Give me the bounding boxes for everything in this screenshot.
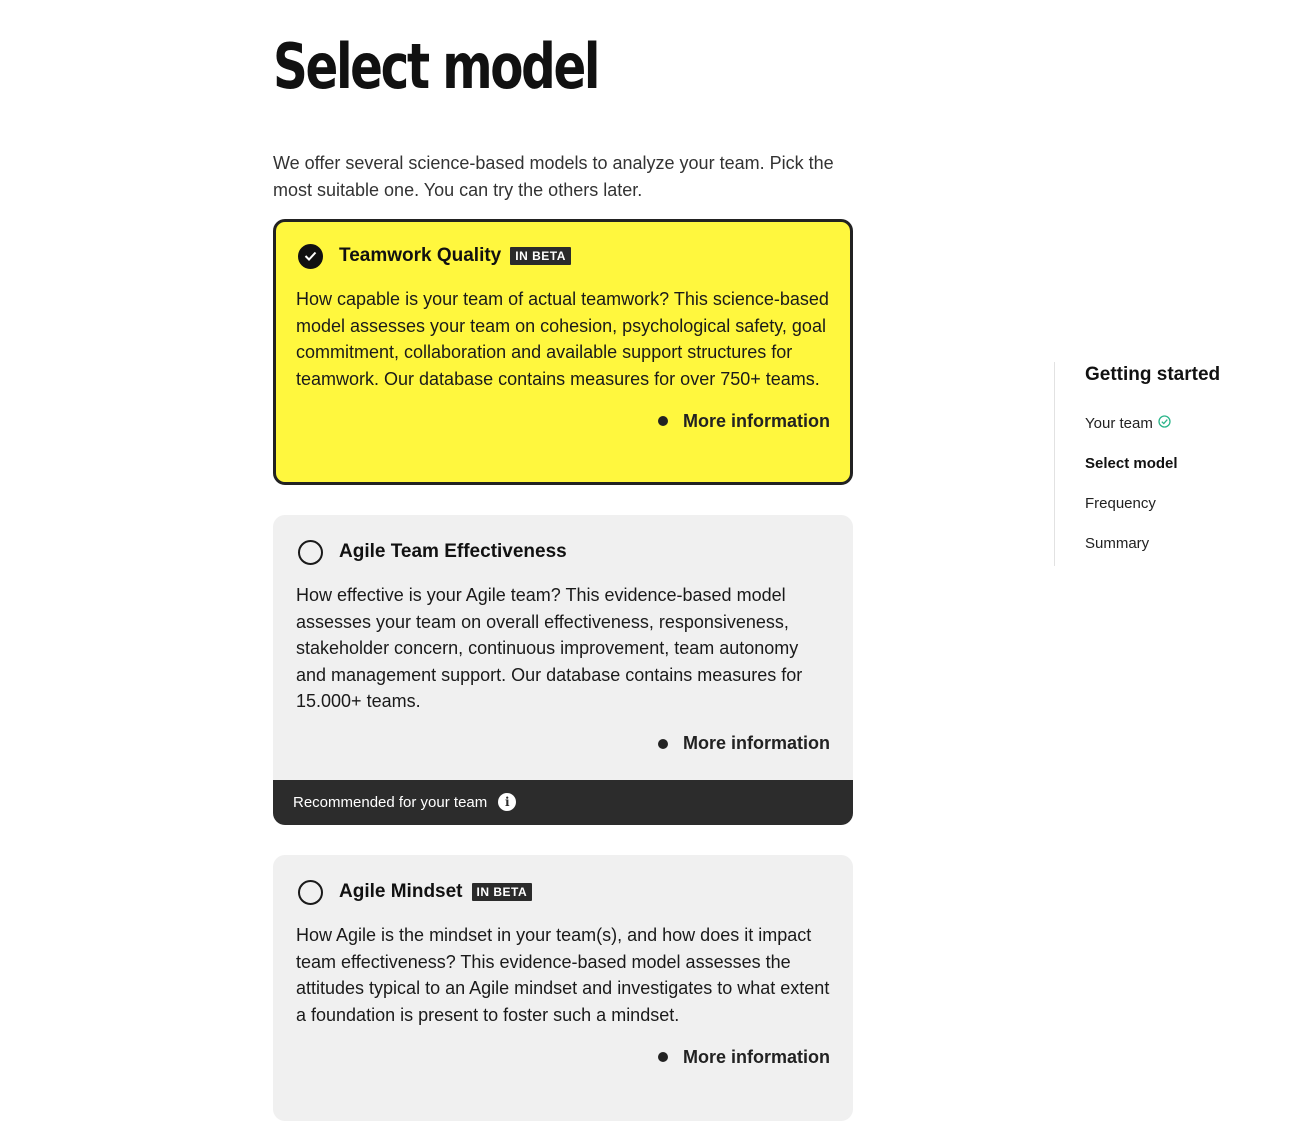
model-description: How effective is your Agile team? This evidence-based model assesses your team on overall effectiveness, responsiveness, stakeholder concern, continuous improvement, team autonomy and management support. Our database contains measures for 15.000+ teams. (296, 585, 803, 712)
more-information-link[interactable]: More information (683, 410, 830, 431)
bullet-dot-icon (658, 416, 668, 426)
model-title: Agile Team Effectiveness (339, 541, 567, 562)
step-frequency[interactable] (1085, 493, 1294, 513)
recommended-label: Recommended for your team (293, 793, 488, 811)
more-information-link[interactable]: More information (683, 733, 830, 754)
steps-list (1085, 413, 1294, 553)
step-label: Summary (1085, 534, 1150, 552)
model-description: How Agile is the mindset in your team(s), and how does it impact team effectiveness? This evidence-based model assesses the attitudes typical to an Agile mindset and investigates to what extent a foundation is present to foster such a mindset. (296, 925, 830, 1025)
radio-empty-icon[interactable] (298, 880, 323, 905)
step-label: Your team (1085, 414, 1153, 432)
step-summary[interactable] (1085, 533, 1294, 553)
checked-radio-icon[interactable] (298, 244, 323, 269)
step-label: Frequency (1085, 494, 1156, 512)
model-card-header (296, 242, 830, 270)
main-content (273, 0, 853, 1121)
bullet-dot-icon (658, 1052, 668, 1062)
step-your-team[interactable] (1085, 413, 1294, 433)
model-card-header (296, 878, 830, 906)
model-card-teamwork-quality[interactable] (273, 219, 853, 485)
progress-sidebar (1054, 362, 1294, 566)
bullet-dot-icon (658, 739, 668, 749)
more-information-row (296, 409, 830, 433)
page-title: Select model (273, 30, 599, 103)
info-icon[interactable]: i (498, 793, 516, 811)
more-information-link[interactable]: More information (683, 1046, 830, 1067)
step-select-model[interactable] (1085, 453, 1294, 473)
model-card-agile-mindset[interactable] (273, 855, 853, 1121)
step-label: Select model (1085, 454, 1178, 472)
model-title: Agile Mindset (339, 881, 463, 902)
more-information-row (296, 1045, 830, 1069)
check-circle-icon (1158, 415, 1171, 432)
more-information-row (296, 732, 830, 756)
recommended-banner (273, 780, 853, 825)
intro-text: We offer several science-based models to analyze your team. Pick the most suitable one. You can try the others later. (273, 153, 834, 200)
beta-badge: IN BETA (510, 247, 571, 265)
model-card-agile-team-effectiveness[interactable] (273, 515, 853, 825)
model-card-header (296, 538, 830, 566)
sidebar-title: Getting started (1085, 364, 1221, 385)
radio-empty-icon[interactable] (298, 540, 323, 565)
model-description: How capable is your team of actual teamwork? This science-based model assesses your team on cohesion, psychological safety, goal commitment, collaboration and available support structures for teamwork. Our database contains measures for over 750+ teams. (296, 289, 829, 389)
beta-badge: IN BETA (472, 883, 533, 901)
model-title: Teamwork Quality (339, 245, 502, 266)
